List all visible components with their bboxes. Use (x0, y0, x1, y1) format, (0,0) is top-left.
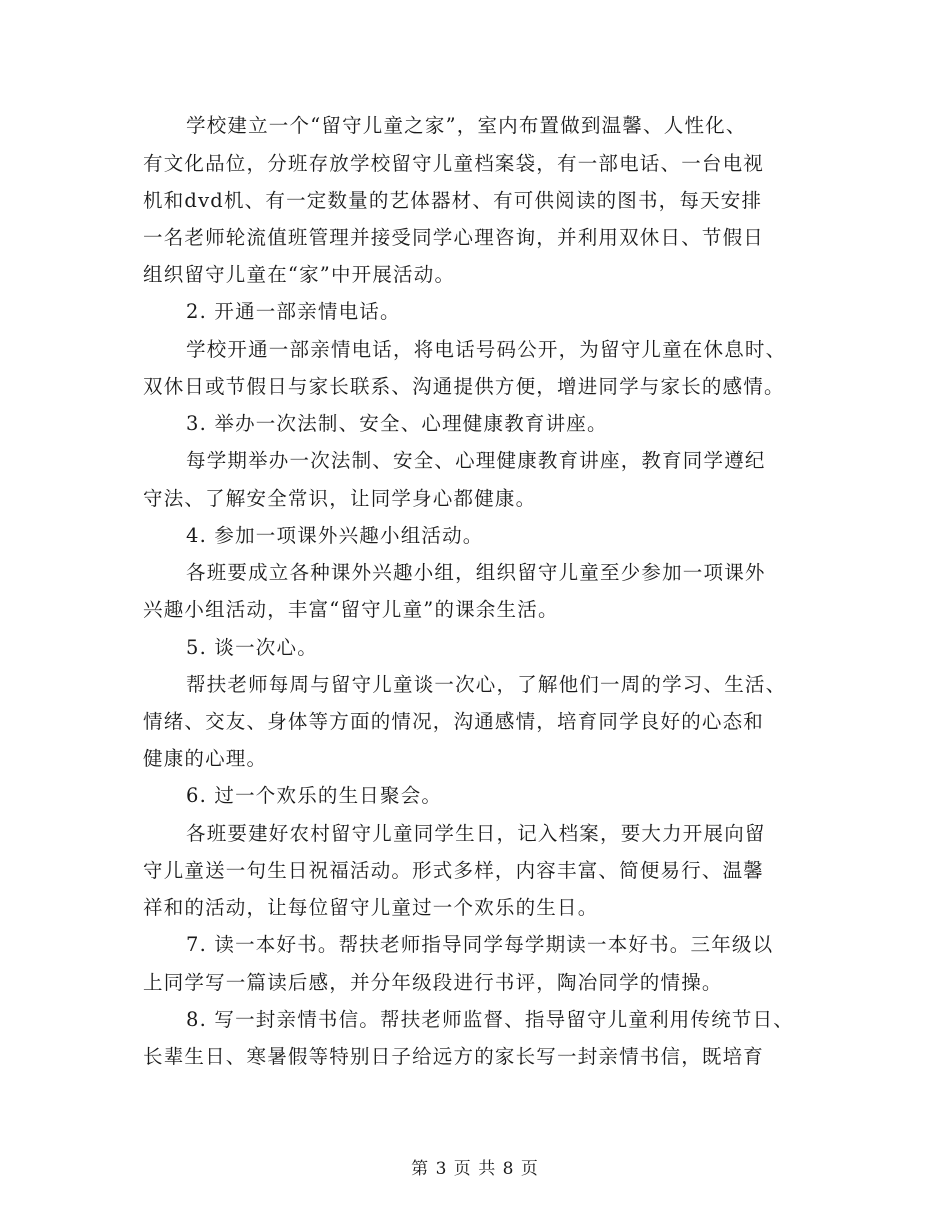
paragraph-line: 一名老师轮流值班管理并接受同学心理咨询，并利用双休日、节假日 (143, 226, 765, 249)
paragraph-line: 健康的心理。 (143, 747, 268, 770)
paragraph-line: 上同学写一篇读后感，并分年级段进行书评，陶冶同学的情操。 (143, 971, 723, 994)
paragraph-line: 祥和的活动，让每位留守儿童过一个欢乐的生日。 (143, 896, 599, 919)
section-heading: 8. 写一封亲情书信。帮扶老师监督、指导留守儿童利用传统节日、 (186, 1008, 795, 1031)
paragraph-line: 学校开通一部亲情电话，将电话号码公开，为留守儿童在休息时、 (186, 338, 787, 361)
paragraph-line: 情绪、交友、身体等方面的情况，沟通感情，培育同学良好的心态和 (143, 710, 765, 733)
paragraph-line: 各班要成立各种课外兴趣小组，组织留守儿童至少参加一项课外 (186, 561, 766, 584)
section-heading: 6. 过一个欢乐的生日聚会。 (186, 784, 443, 807)
paragraph-line: 兴趣小组活动，丰富“留守儿童”的课余生活。 (143, 598, 559, 621)
section-heading: 3. 举办一次法制、安全、心理健康教育讲座。 (186, 412, 608, 435)
paragraph-line: 守法、了解安全常识，让同学身心都健康。 (143, 487, 537, 510)
paragraph-line: 组织留守儿童在“家”中开展活动。 (143, 263, 456, 286)
paragraph-line: 长辈生日、寒暑假等特别日子给远方的家长写一封亲情书信，既培育 (143, 1045, 765, 1068)
section-heading: 4. 参加一项课外兴趣小组活动。 (186, 524, 484, 547)
paragraph-line: 双休日或节假日与家长联系、沟通提供方便，增进同学与家长的感情。 (143, 375, 785, 398)
paragraph-line: 守儿童送一句生日祝福活动。形式多样，内容丰富、简便易行、温馨 (143, 859, 765, 882)
paragraph-line: 帮扶老师每周与留守儿童谈一次心，了解他们一周的学习、生活、 (186, 673, 787, 696)
section-heading: 5. 谈一次心。 (186, 636, 318, 659)
section-heading: 2. 开通一部亲情电话。 (186, 300, 401, 323)
section-heading: 7. 读一本好书。帮扶老师指导同学每学期读一本好书。三年级以 (186, 933, 774, 956)
paragraph-line: 学校建立一个“留守儿童之家”，室内布置做到温馨、人性化、 (186, 114, 747, 137)
page-number-footer: 第 3 页 共 8 页 (411, 1159, 539, 1179)
paragraph-line: 各班要建好农村留守儿童同学生日，记入档案，要大力开展向留 (186, 822, 766, 845)
paragraph-line: 有文化品位，分班存放学校留守儿童档案袋，有一部电话、一台电视 (143, 152, 765, 175)
paragraph-line: 机和dvd机、有一定数量的艺体器材、有可供阅读的图书，每天安排 (143, 189, 763, 212)
paragraph-line: 每学期举办一次法制、安全、心理健康教育讲座，教育同学遵纪 (186, 449, 766, 472)
